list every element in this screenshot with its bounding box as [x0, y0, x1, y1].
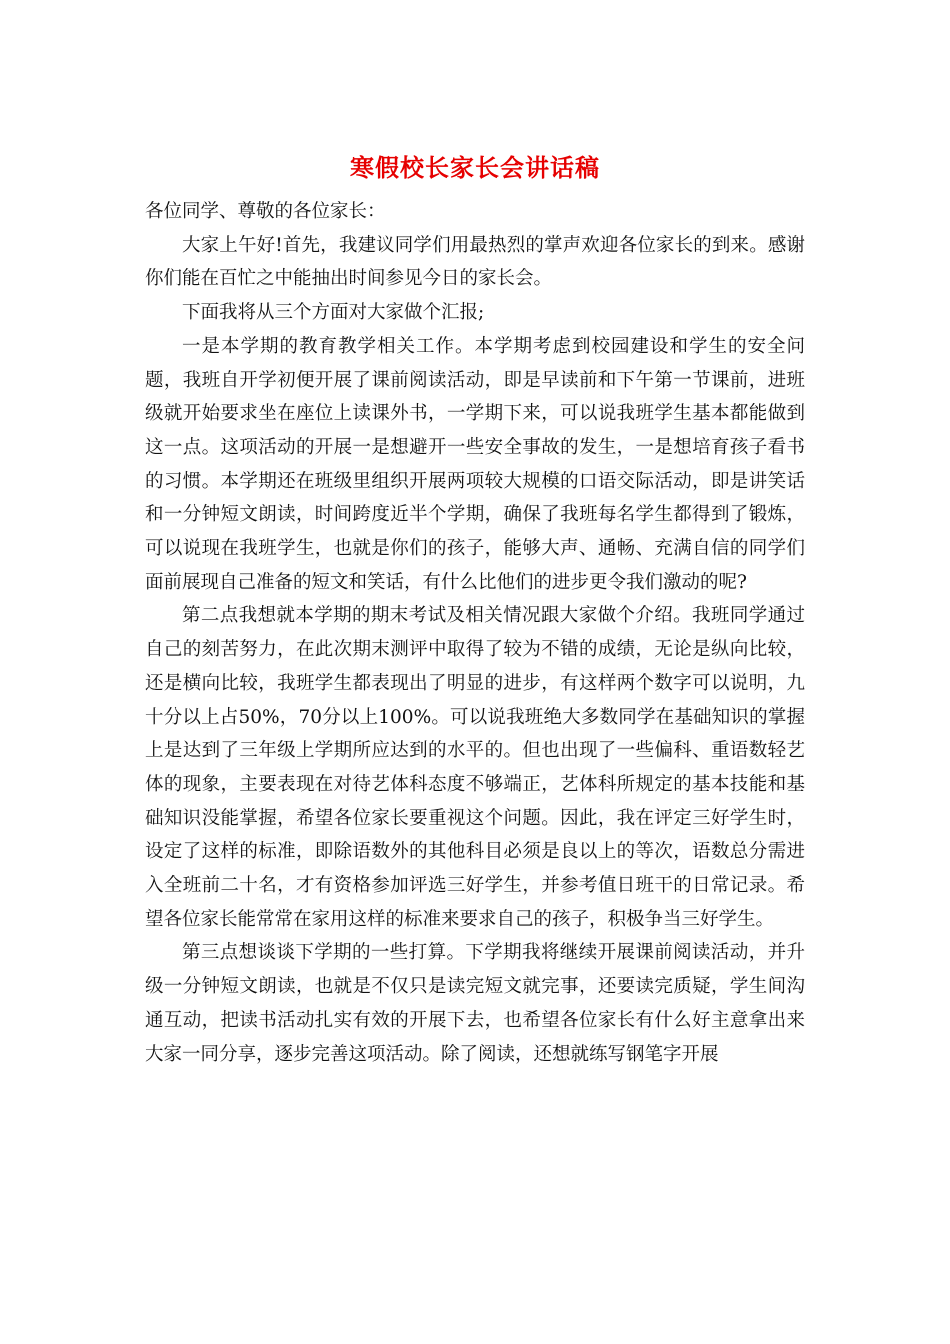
document-title: 寒假校长家长会讲话稿 [350, 153, 600, 182]
paragraph-point-three: 第三点想谈谈下学期的一些打算。下学期我将继续开展课前阅读活动，并升级一分钟短文朗读，也就是不仅只是读完短文就完事，还要读完质疑，学生间沟通互动，把读书活动扎实有效的开展下去，也希望各位家长有什么好主意拿出来大家一同分享，逐步完善这项活动。除了阅读，还想就练写钢笔字开展 [145, 942, 805, 1065]
paragraph-point-one: 一是本学期的教育教学相关工作。本学期考虑到校园建设和学生的安全问题，我班自开学初便开展了课前阅读活动，即是早读前和下午第一节课前，进班级就开始要求坐在座位上读课外书，一学期下来，可以说我班学生基本都能做到这一点。这项活动的开展一是想避开一些安全事故的发生，一是想培育孩子看书的习惯。本学期还在班级里组织开展两项较大规模的口语交际活动，即是讲笑话和一分钟短文朗读，时间跨度近半个学期，确保了我班每名学生都得到了锻炼，可以说现在我班学生，也就是你们的孩子，能够大声、通畅、充满自信的同学们面前展现自己准备的短文和笑话，有什么比他们的进步更令我们激动的呢? [145, 335, 805, 593]
salutation: 各位同学、尊敬的各位家长： [145, 201, 386, 222]
paragraph-point-two: 第二点我想就本学期的期末考试及相关情况跟大家做个介绍。我班同学通过自己的刻苦努力，在此次期末测评中取得了较为不错的成绩，无论是纵向比较，还是横向比较，我班学生都表现出了明显的进步，有这样两个数字可以说明，九十分以上占50%，70分以上100%。可以说我班绝大多数同学在基础知识的掌握上是达到了三年级上学期所应达到的水平的。但也出现了一些偏科、重语数轻艺体的现象，主要表现在对待艺体科态度不够端正，艺体科所规定的基本技能和基础知识没能掌握，希望各位家长要重视这个问题。因此，我在评定三好学生时，设定了这样的标准，即除语数外的其他科目必须是良以上的等次，语数总分需进入全班前二十名，才有资格参加评选三好学生，并参考值日班干的日常记录。希望各位家长能常常在家用这样的标准来要求自己的孩子，积极争当三好学生。 [145, 605, 805, 930]
document-body [145, 195, 805, 1071]
paragraph-greeting: 大家上午好!首先，我建议同学们用最热烈的掌声欢迎各位家长的到来。感谢你们能在百忙之中能抽出时间参见今日的家长会。 [145, 234, 805, 290]
paragraph-outline: 下面我将从三个方面对大家做个汇报; [182, 302, 485, 324]
